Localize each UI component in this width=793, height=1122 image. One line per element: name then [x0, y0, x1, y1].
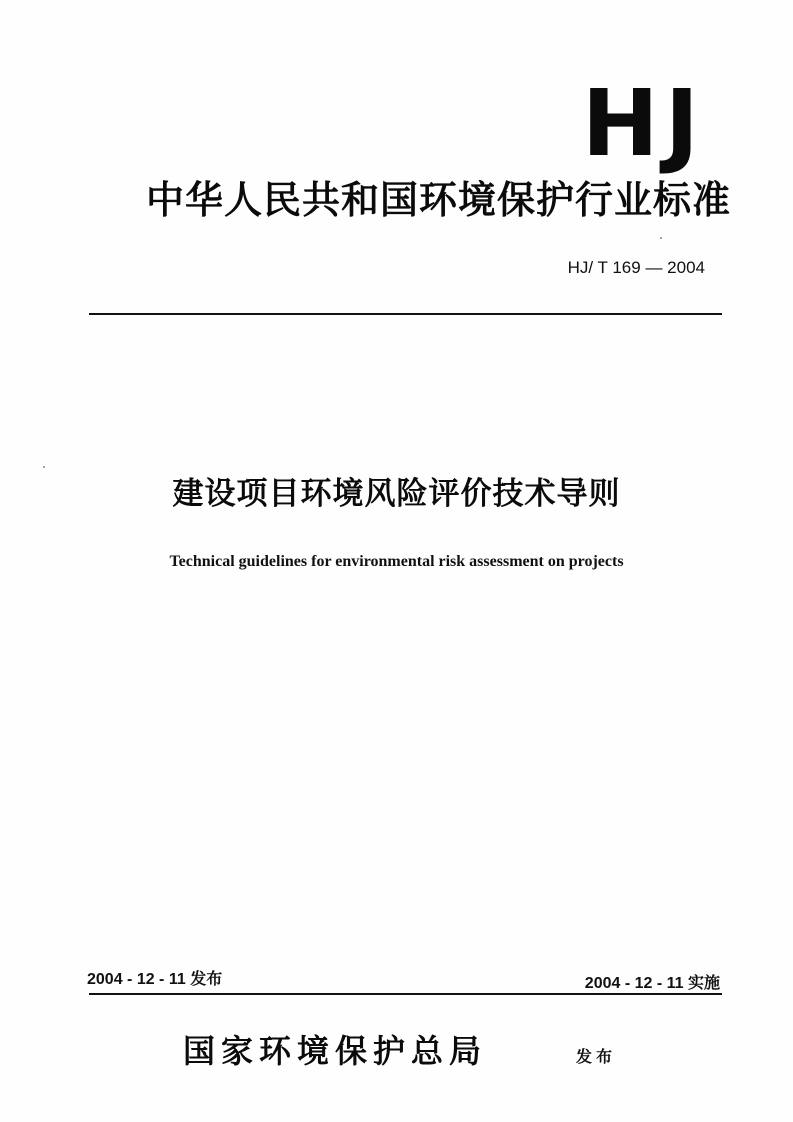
- issued-label: 发布: [576, 1047, 617, 1066]
- standard-code: HJ/ T 169 — 2004: [567, 258, 705, 277]
- document-title-english: Technical guidelines for environmental risk assessment on projects: [169, 553, 624, 570]
- issue-date: 2004 - 12 - 11 发布: [87, 971, 223, 988]
- implementation-date: 2004 - 12 - 11 实施: [584, 975, 720, 992]
- document-title-chinese: 建设项目环境风险评价技术导则: [172, 476, 621, 512]
- hj-logo: HJ: [581, 70, 705, 177]
- bottom-divider: [89, 993, 722, 995]
- top-divider: [89, 313, 722, 315]
- issuing-authority: 国家环境保护总局: [183, 1032, 488, 1070]
- standard-category-heading: 中华人民共和国环境保护行业标准: [145, 178, 731, 222]
- scan-speck: [660, 237, 662, 239]
